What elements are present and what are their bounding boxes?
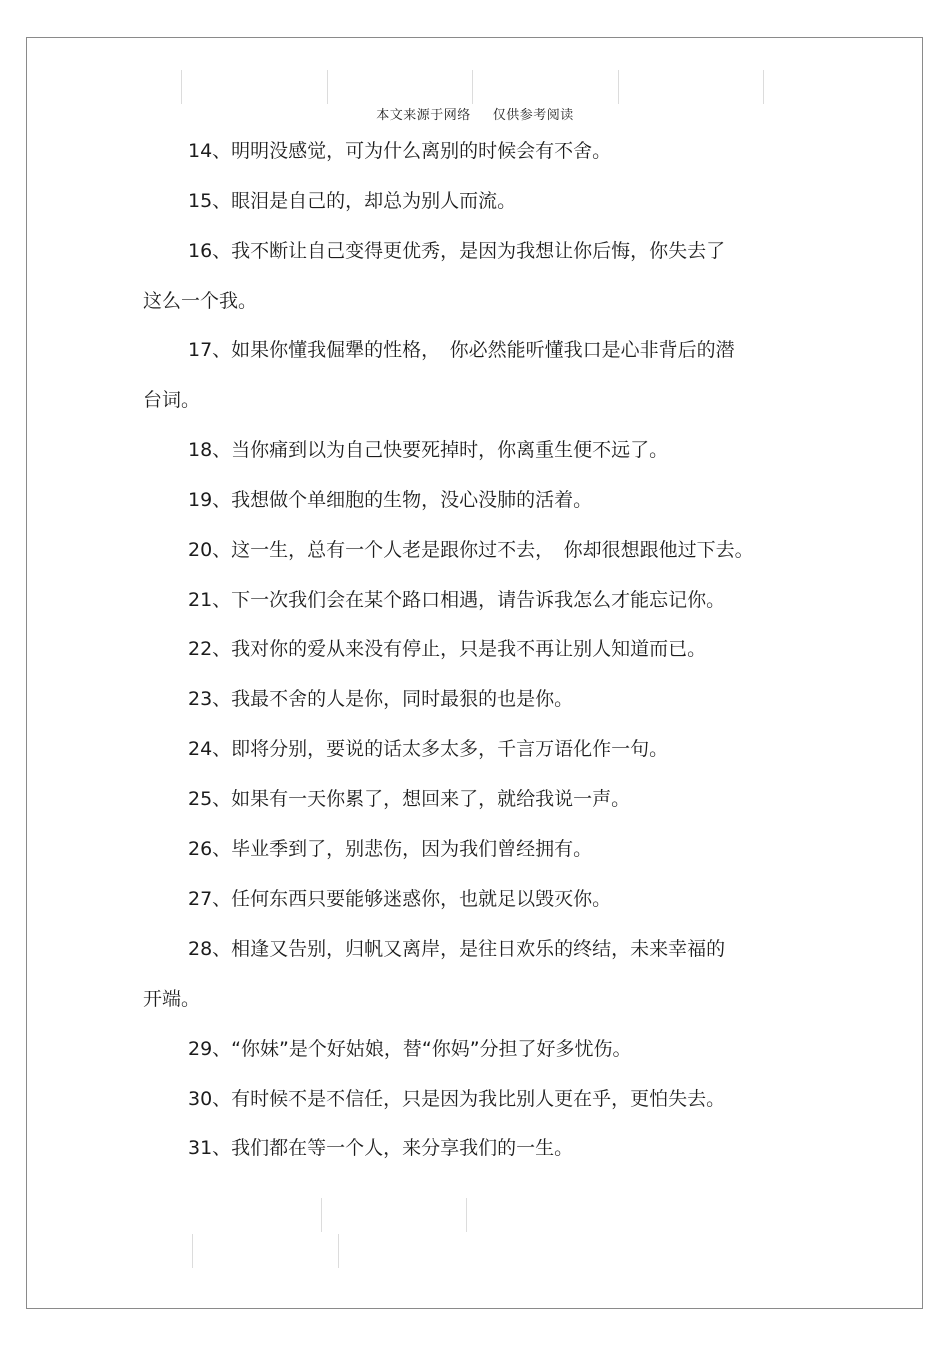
quote-line: 16、我不断让自己变得更优秀，是因为我想让你后悔，你失去了 bbox=[188, 240, 726, 262]
quote-line-continuation: 开端。 bbox=[143, 988, 201, 1010]
quote-line: 19、我想做个单细胞的生物，没心没肺的活着。 bbox=[188, 489, 593, 511]
footer-rule bbox=[466, 1198, 467, 1232]
footer-rule bbox=[321, 1198, 322, 1232]
quote-line: 29、“你妹”是个好姑娘，替“你妈”分担了好多忧伤。 bbox=[188, 1038, 632, 1060]
quote-line: 20、这一生，总有一个人老是跟你过不去， 你却很想跟他过下去。 bbox=[188, 539, 754, 561]
source-note-part2: 仅供参考阅读 bbox=[492, 108, 574, 123]
source-note-part1: 本文来源于网络 bbox=[376, 108, 471, 123]
page-border bbox=[26, 37, 923, 1309]
quote-line: 25、如果有一天你累了，想回来了，就给我说一声。 bbox=[188, 788, 631, 810]
quote-line: 18、当你痛到以为自己快要死掉时，你离重生便不远了。 bbox=[188, 439, 669, 461]
header-rule bbox=[181, 70, 182, 104]
quote-line: 28、相逢又告别，归帆又离岸，是往日欢乐的终结，未来幸福的 bbox=[188, 938, 726, 960]
header-rule bbox=[618, 70, 619, 104]
quote-line: 26、毕业季到了，别悲伤，因为我们曾经拥有。 bbox=[188, 838, 593, 860]
quote-line: 14、明明没感觉，可为什么离别的时候会有不舍。 bbox=[188, 140, 612, 162]
quote-line: 23、我最不舍的人是你，同时最狠的也是你。 bbox=[188, 688, 574, 710]
quote-line: 22、我对你的爱从来没有停止，只是我不再让别人知道而已。 bbox=[188, 638, 707, 660]
quote-line: 31、我们都在等一个人，来分享我们的一生。 bbox=[188, 1137, 574, 1159]
quote-line: 27、任何东西只要能够迷惑你，也就足以毁灭你。 bbox=[188, 888, 612, 910]
header-rule bbox=[472, 70, 473, 104]
quote-line-continuation: 台词。 bbox=[143, 389, 201, 411]
header-rule bbox=[327, 70, 328, 104]
footer-rule bbox=[192, 1234, 193, 1268]
footer-rule bbox=[338, 1234, 339, 1268]
quote-line: 15、眼泪是自己的，却总为别人而流。 bbox=[188, 190, 517, 212]
quote-line: 30、有时候不是不信任，只是因为我比别人更在乎，更怕失去。 bbox=[188, 1088, 726, 1110]
quote-line-continuation: 这么一个我。 bbox=[143, 290, 258, 312]
quote-line: 21、下一次我们会在某个路口相遇，请告诉我怎么才能忘记你。 bbox=[188, 589, 726, 611]
quote-line: 24、即将分别，要说的话太多太多，千言万语化作一句。 bbox=[188, 738, 669, 760]
quote-line: 17、如果你懂我倔犟的性格， 你必然能听懂我口是心非背后的潜 bbox=[188, 339, 735, 361]
header-rule bbox=[763, 70, 764, 104]
source-note bbox=[0, 104, 950, 123]
